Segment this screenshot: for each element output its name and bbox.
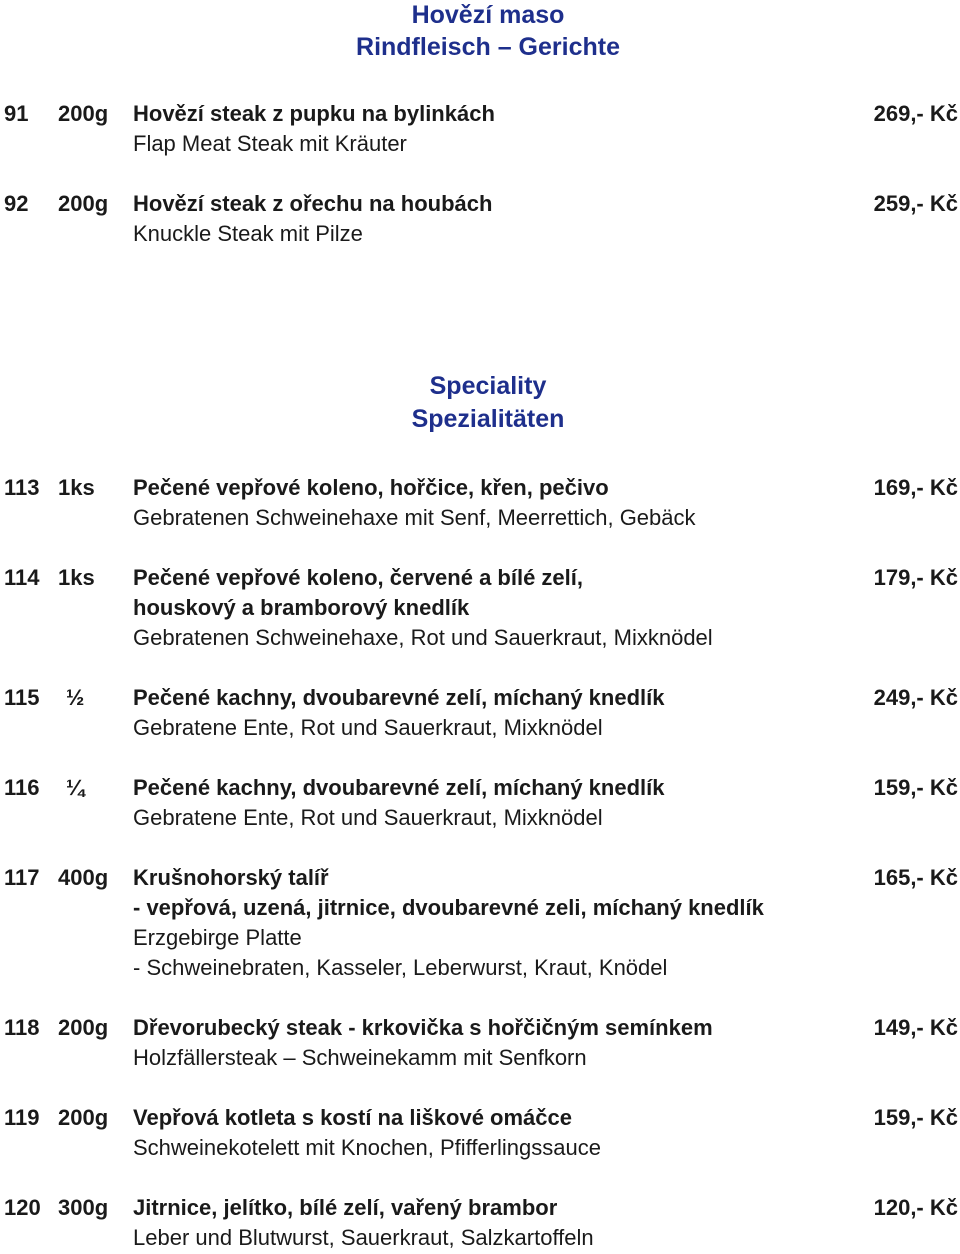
menu-item-118: [0, 1013, 960, 1073]
item-name-cz: Hovězí steak z ořechu na houbách: [133, 191, 493, 216]
section-title-beef-cz: Hovězí maso: [411, 1, 565, 29]
item-price: 165,- Kč: [873, 865, 958, 890]
item-name-cz: Pečené kachny, dvoubarevné zelí, míchaný knedlík: [133, 685, 665, 710]
item-price: 249,- Kč: [873, 685, 958, 710]
item-quantity: ¼: [66, 775, 85, 800]
menu-item-116: [0, 773, 960, 833]
item-quantity: 200g: [58, 191, 109, 216]
item-name-de: Holzfällersteak – Schweinekamm mit Senfkorn: [133, 1045, 587, 1070]
item-price: 120,- Kč: [873, 1195, 958, 1220]
menu-item-114: [0, 563, 960, 653]
item-number: 116: [4, 775, 40, 800]
item-quantity: 1ks: [58, 565, 95, 590]
item-name-cz: Hovězí steak z pupku na bylinkách: [133, 101, 495, 126]
menu-item-91: [0, 99, 960, 159]
item-name-de: Erzgebirge Platte: [133, 925, 302, 950]
item-price: 169,- Kč: [873, 475, 958, 500]
menu-item-119: [0, 1103, 960, 1163]
item-number: 115: [4, 685, 40, 710]
item-name-de: Knuckle Steak mit Pilze: [133, 221, 363, 246]
item-number: 117: [4, 865, 40, 890]
item-price: 179,- Kč: [873, 565, 958, 590]
item-quantity: 200g: [58, 1105, 109, 1130]
item-price: 269,- Kč: [873, 101, 958, 126]
item-name-cz: Pečené kachny, dvoubarevné zelí, míchaný knedlík: [133, 775, 665, 800]
item-name-cz: Pečené vepřové koleno, hořčice, křen, pečivo: [133, 475, 609, 500]
item-quantity: 1ks: [58, 475, 95, 500]
item-description-cz: - vepřová, uzená, jitrnice, dvoubarevné zeli, míchaný knedlík: [133, 895, 764, 920]
item-name-de: Gebratene Ente, Rot und Sauerkraut, Mixknödel: [133, 715, 603, 740]
item-price: 159,- Kč: [873, 775, 958, 800]
item-name-cz: Jitrnice, jelítko, bílé zelí, vařený brambor: [133, 1195, 558, 1220]
section-title-beef-de: Rindfleisch – Gerichte: [356, 33, 620, 61]
item-number: 120: [4, 1195, 41, 1220]
menu-item-117: [0, 863, 960, 983]
item-quantity: ½: [66, 685, 85, 710]
item-quantity: 200g: [58, 101, 109, 126]
item-name-de: Leber und Blutwurst, Sauerkraut, Salzkartoffeln: [133, 1225, 594, 1250]
item-number: 113: [4, 475, 40, 500]
menu-item-113: [0, 473, 960, 533]
menu-item-92: [0, 189, 960, 249]
item-price: 149,- Kč: [873, 1015, 958, 1040]
item-name-cz: Dřevorubecký steak - krkovička s hořčičným semínkem: [133, 1015, 713, 1040]
item-name-cz: Krušnohorský talíř: [133, 865, 329, 890]
item-number: 92: [4, 191, 29, 216]
item-number: 114: [4, 565, 40, 590]
item-name-cz: Vepřová kotleta s kostí na liškové omáčce: [133, 1105, 572, 1130]
item-name-de: Gebratene Ente, Rot und Sauerkraut, Mixknödel: [133, 805, 603, 830]
item-number: 119: [4, 1105, 40, 1130]
item-quantity: 300g: [58, 1195, 109, 1220]
item-quantity: 400g: [58, 865, 109, 890]
item-number: 118: [4, 1015, 40, 1040]
item-price: 159,- Kč: [873, 1105, 958, 1130]
item-name-de: Gebratenen Schweinehaxe mit Senf, Meerrettich, Gebäck: [133, 505, 696, 530]
menu-item-115: [0, 683, 960, 743]
item-name-de: Flap Meat Steak mit Kräuter: [133, 131, 407, 156]
item-description-de: - Schweinebraten, Kasseler, Leberwurst, Kraut, Knödel: [133, 955, 668, 980]
item-name-de: Schweinekotelett mit Knochen, Pfifferlingssauce: [133, 1135, 601, 1160]
item-price: 259,- Kč: [873, 191, 958, 216]
menu-item-120: [0, 1193, 960, 1253]
item-name-cz: Pečené vepřové koleno, červené a bílé zelí,: [133, 565, 584, 590]
item-number: 91: [4, 101, 29, 126]
section-title-specialties-cz: Speciality: [429, 372, 547, 400]
item-name-cz-continued: houskový a bramborový knedlík: [133, 595, 470, 620]
item-name-de: Gebratenen Schweinehaxe, Rot und Sauerkraut, Mixknödel: [133, 625, 713, 650]
item-quantity: 200g: [58, 1015, 109, 1040]
section-title-specialties-de: Spezialitäten: [411, 405, 565, 433]
